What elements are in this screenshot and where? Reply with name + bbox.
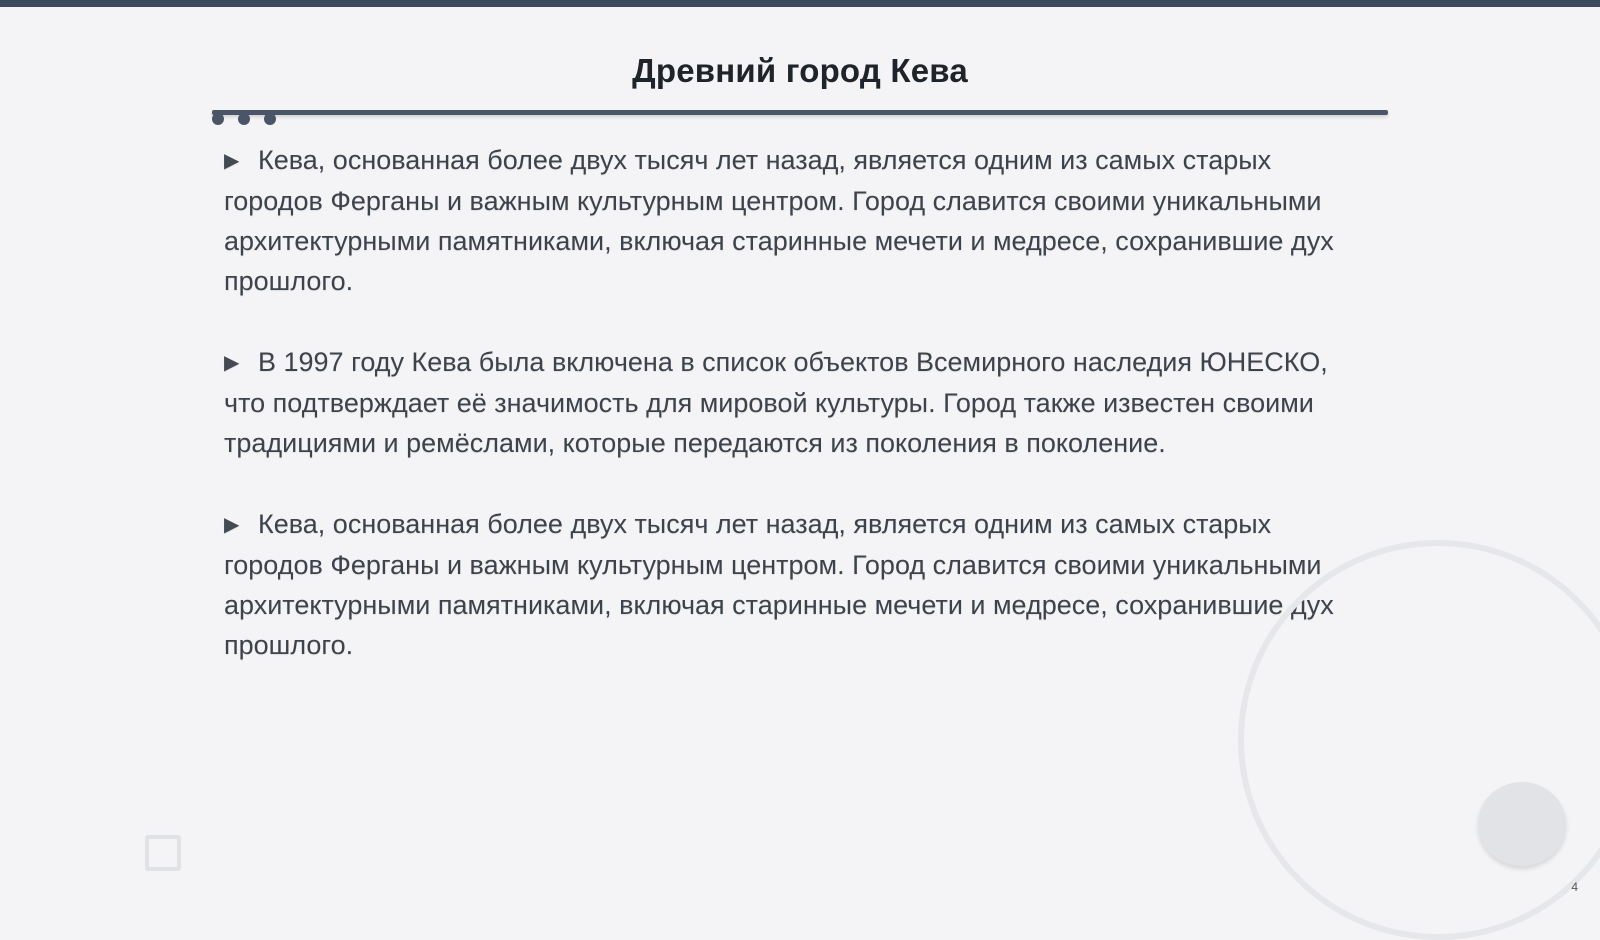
triangle-bullet-icon: ▶ <box>224 150 240 172</box>
bullet-text: В 1997 году Кева была включена в список объектов Всемирного наследия ЮНЕСКО, что подтверждает её значимость для мировой культуры. Город также известен своими традициями и ремёслами, которые передаются из поколения в поколение. <box>224 347 1328 458</box>
triangle-bullet-icon: ▶ <box>224 352 240 374</box>
page-number: 4 <box>1571 880 1578 894</box>
bullet-item-3 <box>224 504 1364 665</box>
slide-title: Древний город Кева <box>632 52 968 89</box>
decor-dot-1 <box>212 113 224 125</box>
top-accent-bar <box>0 0 1600 7</box>
bullet-item-1 <box>224 140 1364 301</box>
bullet-list <box>224 140 1364 706</box>
decor-square-outline <box>145 835 181 871</box>
decor-dot-3 <box>264 113 276 125</box>
bullet-item-2 <box>224 342 1364 463</box>
bullet-text: Кева, основанная более двух тысяч лет назад, является одним из самых старых городов Ферганы и важным культурным центром. Город славится своими уникальными архитектурными памятниками, включая старинные мечети и медресе, сохранившие дух прошлого. <box>224 145 1334 296</box>
bullet-text: Кева, основанная более двух тысяч лет назад, является одним из самых старых городов Ферганы и важным культурным центром. Город славится своими уникальными архитектурными памятниками, включая старинные мечети и медресе, сохранившие дух прошлого. <box>224 509 1334 660</box>
decor-dot-2 <box>238 113 250 125</box>
triangle-bullet-icon: ▶ <box>224 514 240 536</box>
title-underline <box>212 110 1388 115</box>
decor-circle-filled <box>1478 782 1566 866</box>
